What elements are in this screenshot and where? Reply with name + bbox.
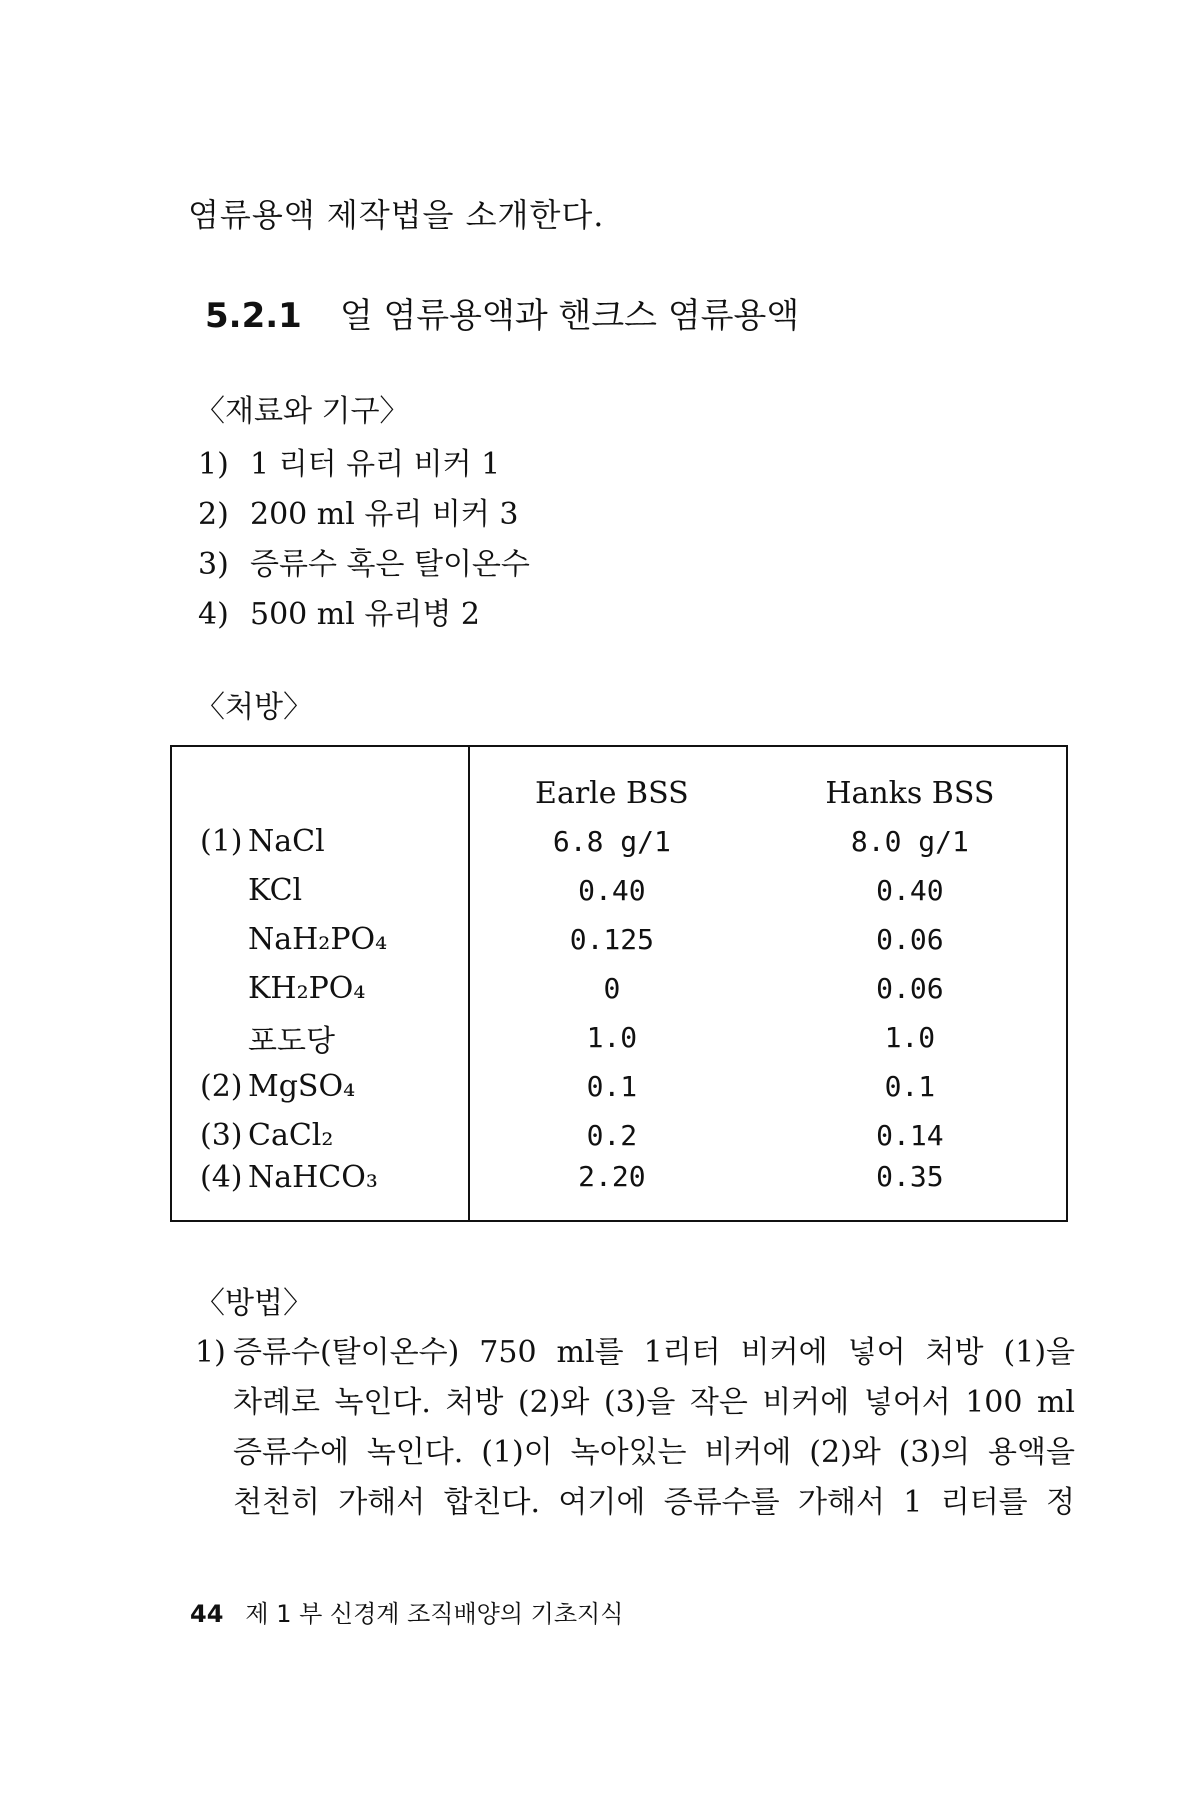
earle-value: 0.2: [586, 1119, 638, 1152]
running-title: 제 1 부 신경계 조직배양의 기초지식: [245, 1600, 624, 1628]
earle-value: 0.40: [578, 874, 646, 907]
earle-value: 0.1: [586, 1070, 638, 1103]
earle-value: 6.8 g/1: [552, 825, 671, 858]
recipe-label: 〈처방〉: [195, 690, 313, 725]
table-header-row: [171, 746, 1067, 817]
list-item: 4) 500 ml 유리병 2: [198, 597, 480, 632]
hanks-value: 0.1: [884, 1070, 936, 1103]
hanks-value: 0.06: [876, 923, 944, 956]
section-title: 얼 염류용액과 핸크스 염류용액: [339, 296, 800, 336]
reagent-name: KH₂PO₄: [248, 971, 366, 1006]
table-row: [171, 1111, 1067, 1160]
table-row: [171, 866, 1067, 915]
reagent-name: NaH₂PO₄: [248, 922, 388, 957]
hanks-value: 1.0: [884, 1021, 936, 1054]
earle-value: 0.125: [569, 923, 655, 956]
earle-value: 1.0: [586, 1021, 638, 1054]
method-step: [195, 1328, 1075, 1528]
table-row: [171, 1160, 1067, 1221]
reagent-name: KCl: [248, 873, 303, 908]
earle-value: 2.20: [578, 1160, 646, 1193]
recipe-table: [170, 745, 1068, 1222]
method-label: 〈방법〉: [195, 1286, 313, 1321]
page-number: 44: [190, 1600, 224, 1628]
intro-sentence: 염류용액 제작법을 소개한다.: [188, 196, 605, 234]
list-item: 3) 증류수 혹은 탈이온수: [198, 547, 530, 582]
hanks-value: 0.40: [876, 874, 944, 907]
list-item: 1) 1 리터 유리 비커 1: [198, 447, 501, 482]
table-row: [171, 817, 1067, 866]
materials-list: [198, 440, 530, 640]
column-header-hanks: Hanks BSS: [825, 776, 995, 811]
column-header-earle: Earle BSS: [535, 776, 689, 811]
step-number: 1): [195, 1335, 226, 1370]
reagent-name: NaHCO₃: [248, 1160, 378, 1195]
step-line: 증류수에 녹인다. (1)이 녹아있는 비커에 (2)와 (3)의 용액을: [233, 1435, 1075, 1470]
group-number: (1): [200, 824, 243, 859]
materials-label: 〈재료와 기구〉: [195, 394, 410, 429]
group-number: (4): [200, 1160, 243, 1195]
hanks-value: 0.06: [876, 972, 944, 1005]
reagent-name: CaCl₂: [248, 1118, 334, 1153]
table-row: [171, 1013, 1067, 1062]
table-row: [171, 915, 1067, 964]
table-row: [171, 964, 1067, 1013]
group-number: (3): [200, 1118, 243, 1153]
reagent-name: NaCl: [248, 824, 325, 859]
table-header-empty: [171, 746, 469, 817]
group-number: (2): [200, 1069, 243, 1104]
step-text: [195, 1328, 1075, 1528]
section-number: 5.2.1: [205, 296, 302, 336]
reagent-name: 포도당: [248, 1023, 335, 1059]
step-line: 차례로 녹인다. 처방 (2)와 (3)을 작은 비커에 넣어서 100 ml: [233, 1385, 1075, 1420]
earle-value: 0: [603, 972, 621, 1005]
section-heading: [205, 288, 799, 337]
step-line: 증류수(탈이온수) 750 ml를 1리터 비커에 넣어 처방 (1)을: [233, 1335, 1075, 1370]
table-row: [171, 1062, 1067, 1111]
hanks-value: 0.14: [876, 1119, 944, 1152]
hanks-value: 0.35: [876, 1160, 944, 1193]
step-line: 천천히 가해서 합친다. 여기에 증류수를 가해서 1 리터를 정: [233, 1485, 1075, 1520]
reagent-name: MgSO₄: [248, 1069, 356, 1104]
page-footer: [190, 1594, 623, 1629]
hanks-value: 8.0 g/1: [850, 825, 969, 858]
list-item: 2) 200 ml 유리 비커 3: [198, 497, 519, 532]
